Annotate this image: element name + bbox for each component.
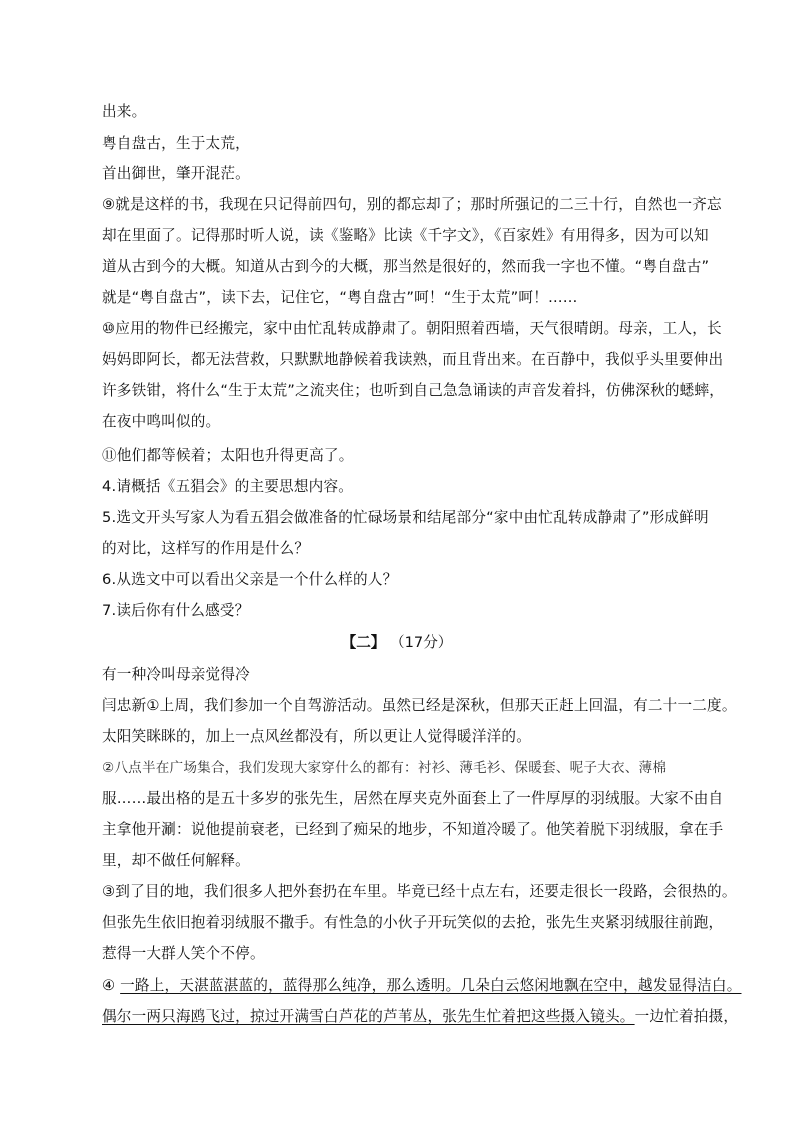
text-line: 许多铁钳，将什么“生于太荒”之流夹住；也听到自己急急诵读的声音发着抖，仿佛深秋的蟋蟀， bbox=[102, 382, 725, 399]
question-4: 4.请概括《五猖会》的主要思想内容。 bbox=[102, 478, 354, 495]
para4-line-2 bbox=[102, 1007, 738, 1027]
underlined-text: 一路上，天湛蓝湛蓝的，蓝得那么纯净，那么透明。几朵白云悠闲地飘在空中，越发显得洁白。 bbox=[120, 977, 742, 994]
section-score: （17分） bbox=[390, 634, 453, 651]
section-label: 【二】 bbox=[341, 634, 386, 651]
text-line: 就是“粤自盘古”，读下去，记住它，“粤自盘古”呵！“生于太荒”呵！…… bbox=[102, 289, 578, 306]
text-line: ③到了目的地，我们很多人把外套扔在车里。毕竟已经十点左右，还要走很长一段路，会很热的。 bbox=[102, 883, 737, 900]
text-line: 道从古到今的大概。知道从古到今的大概，那当然是很好的，然而我一字也不懂。“粤自盘古” bbox=[102, 258, 710, 275]
question-5: 5.选文开头写家人为看五猖会做准备的忙碌场景和结尾部分“家中由忙乱转成静肃了”形成鲜明 bbox=[102, 509, 709, 526]
text-line: ⑩应用的物件已经搬完，家中由忙乱转成静肃了。朝阳照着西墙，天气很晴朗。母亲，工人，长 bbox=[102, 320, 722, 337]
question-6: 6.从选文中可以看出父亲是一个什么样的人？ bbox=[102, 571, 398, 588]
text-line: 首出御世，肇开混茫。 bbox=[102, 165, 250, 182]
question-5-cont: 的对比，这样写的作用是什么？ bbox=[102, 540, 310, 557]
underlined-text: 偶尔一两只海鸥飞过，掠过开满雪白芦花的芦苇丛，张先生忙着把这些摄入镜头。 bbox=[102, 1008, 635, 1025]
text-line: 但张先生依旧抱着羽绒服不撒手。有性急的小伙子开玩笑似的去抢，张先生夹紧羽绒服往前跑， bbox=[102, 914, 724, 931]
text-line: 出来。 bbox=[102, 103, 147, 120]
text-line: 服……最出格的是五十多岁的张先生，居然在厚夹克外面套上了一件厚厚的羽绒服。大家不由自 bbox=[102, 790, 724, 807]
text-line: 妈妈即阿长，都无法营救，只默默地静候着我读熟，而且背出来。在百静中，我似乎头里要伸出 bbox=[102, 351, 724, 368]
text-line: 惹得一大群人笑个不停。 bbox=[102, 945, 265, 962]
para4-marker: ④ bbox=[102, 977, 116, 994]
section-heading bbox=[0, 633, 794, 653]
text-segment: 一边忙着拍摄， bbox=[634, 1008, 739, 1025]
text-line: ⑪他们都等候着；太阳也升得更高了。 bbox=[102, 447, 354, 464]
article-title: 有一种冷叫母亲觉得冷 bbox=[102, 666, 250, 683]
text-line: 却在里面了。记得那时听人说，读《鉴略》比读《千字文》，《百家姓》有用得多，因为可以知 bbox=[102, 227, 709, 244]
text-line: ⑨就是这样的书，我现在只记得前四句，别的都忘却了；那时所强记的二三十行，自然也一齐忘 bbox=[102, 196, 722, 213]
text-line: 太阳笑眯眯的，加上一点风丝都没有，所以更让人觉得暖洋洋的。 bbox=[102, 728, 532, 745]
text-line: ②八点半在广场集合，我们发现大家穿什么的都有：衬衫、薄毛衫、保暖套、呢子大衣、薄棉 bbox=[102, 760, 667, 776]
text-line: 闫忠新①上周，我们参加一个自驾游活动。虽然已经是深秋，但那天正赶上回温，有二十一二度。 bbox=[102, 697, 737, 714]
text-line: 粤自盘古，生于太荒， bbox=[102, 135, 250, 152]
text-line: 在夜中鸣叫似的。 bbox=[102, 413, 221, 430]
question-7: 7.读后你有什么感受？ bbox=[102, 602, 250, 619]
para4-line-1 bbox=[102, 976, 741, 996]
text-line: 里，却不做任何解释。 bbox=[102, 852, 250, 869]
text-line: 主拿他开涮：说他提前衰老，已经到了痴呆的地步，不知道冷暖了。他笑着脱下羽绒服，拿在手 bbox=[102, 821, 724, 838]
